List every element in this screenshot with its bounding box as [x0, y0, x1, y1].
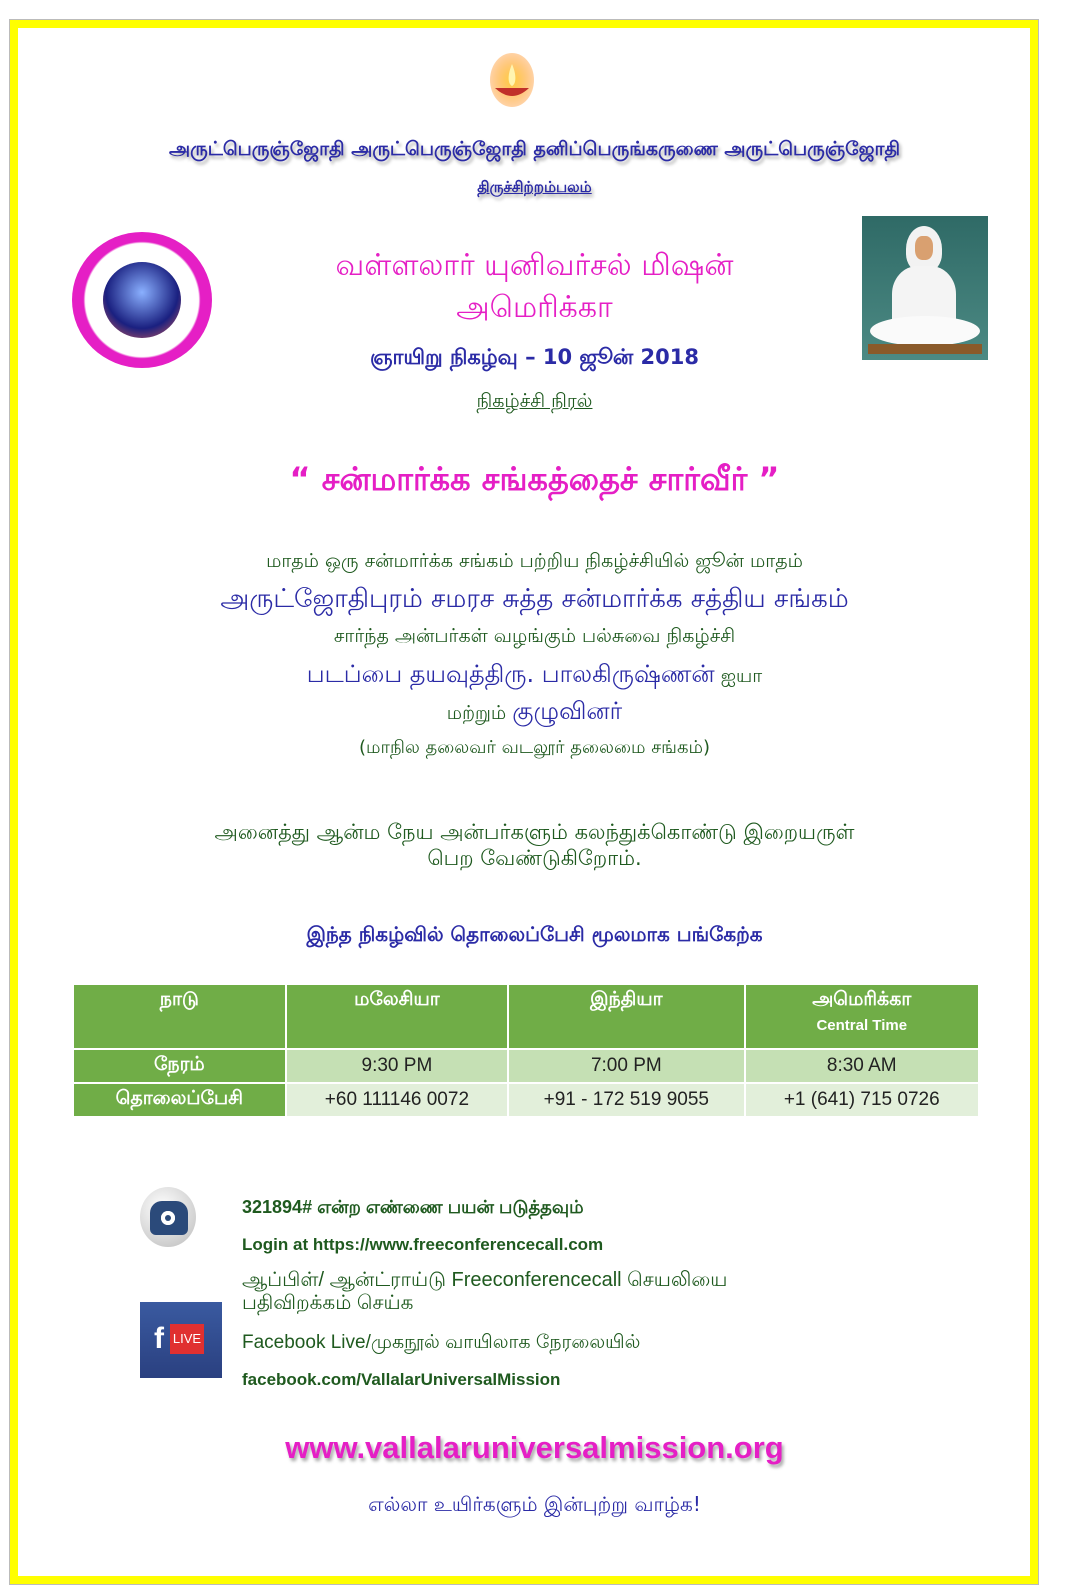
lamp-icon — [487, 52, 537, 108]
header-india: இந்தியா — [508, 984, 744, 1049]
header-country: நாடு — [73, 984, 286, 1049]
invite-line-1: அனைத்து ஆன்ம நேய அன்பர்களும் கலந்துக்கொண்டு இறையருள் — [214, 820, 855, 844]
speaker-name: படப்பை தயவுத்திரு. பாலகிருஷ்ணன் — [306, 660, 715, 688]
access-code: 321894# என்ற எண்ணை பயன் படுத்தவும் — [242, 1197, 584, 1217]
invocation: அருட்பெருஞ்ஜோதி அருட்பெருஞ்ஜோதி தனிப்பெருங்கருணை அருட்பெருஞ்ஜோதி — [168, 138, 901, 160]
event-date: ஞாயிறு நிகழ்வு – 10 ஜூன் 2018 — [370, 345, 699, 369]
sub-invocation: திருச்சிற்றம்பலம் — [477, 178, 592, 196]
body-line-3: சார்ந்த அன்பர்கள் வழங்கும் பல்சுவை நிகழ்ச்சி — [333, 625, 736, 647]
speaker-honorific: ஐயா — [714, 665, 763, 687]
table-cell: 7:00 PM — [508, 1049, 744, 1083]
header-usa-label: அமெரிக்கா — [812, 989, 912, 1010]
phone-icon — [140, 1187, 196, 1247]
table-cell: 8:30 AM — [745, 1049, 980, 1083]
header-usa — [745, 984, 980, 1049]
body-line-5 — [0, 697, 1069, 728]
phone-heading: இந்த நிகழ்வில் தொலைப்பேசி மூலமாக பங்கேற்க — [306, 922, 763, 946]
body-line-6: (மாநில தலைவர் வடலூர் தலைமை சங்கம்) — [359, 737, 710, 758]
body-line-1: மாதம் ஒரு சன்மார்க்க சங்கம் பற்றிய நிகழ்ச்சியில் ஜூன் மாதம் — [266, 550, 803, 572]
blessing: எல்லா உயிர்களும் இன்புற்று வாழ்க! — [368, 1492, 701, 1516]
schedule-table — [72, 983, 980, 1118]
app-line-1: ஆப்பிள்/ ஆன்ட்ராய்டு Freeconferencecall செயலியை — [242, 1269, 728, 1291]
theme-title: “ சன்மார்க்க சங்கத்தைச் சார்வீர் ” — [289, 460, 780, 498]
facebook-live-icon: f LIVE — [140, 1302, 222, 1378]
org-name: வள்ளலார் யுனிவர்சல் மிஷன் — [335, 248, 734, 283]
table-cell: 9:30 PM — [286, 1049, 508, 1083]
live-badge: LIVE — [170, 1324, 204, 1354]
vallalar-portrait — [862, 216, 988, 360]
login-link[interactable]: Login at https://www.freeconferencecall.com — [242, 1235, 604, 1254]
table-row — [73, 1083, 979, 1117]
website-link[interactable]: www.vallalaruniversalmission.org — [285, 1430, 784, 1465]
org-country: அமெரிக்கா — [456, 290, 613, 325]
facebook-url[interactable]: facebook.com/VallalarUniversalMission — [242, 1370, 561, 1389]
programme-label: நிகழ்ச்சி நிரல் — [476, 390, 593, 412]
table-cell: +60 111146 0072 — [286, 1083, 508, 1117]
table-cell: +91 - 172 519 9055 — [508, 1083, 744, 1117]
team-label: குழுவினர் — [512, 697, 623, 725]
app-line-2: பதிவிறக்கம் செய்க — [242, 1292, 414, 1314]
table-header-row — [73, 984, 979, 1049]
and-label: மற்றும் — [446, 702, 513, 724]
invite-line-2: பெற வேண்டுகிறோம். — [427, 846, 642, 870]
facebook-live-text: Facebook Live/முகநூல் வாயிலாக நேரலையில் — [242, 1332, 641, 1353]
table-cell: +1 (641) 715 0726 — [745, 1083, 980, 1117]
table-row — [73, 1049, 979, 1083]
header-malaysia: மலேசியா — [286, 984, 508, 1049]
header-usa-sub: Central Time — [816, 1017, 908, 1034]
row-label: நேரம் — [73, 1049, 286, 1083]
body-line-4 — [0, 660, 1069, 691]
body-line-2: அருட்ஜோதிபுரம் சமரச சுத்த சன்மார்க்க சத்திய சங்கம் — [220, 584, 849, 614]
row-label: தொலைப்பேசி — [73, 1083, 286, 1117]
